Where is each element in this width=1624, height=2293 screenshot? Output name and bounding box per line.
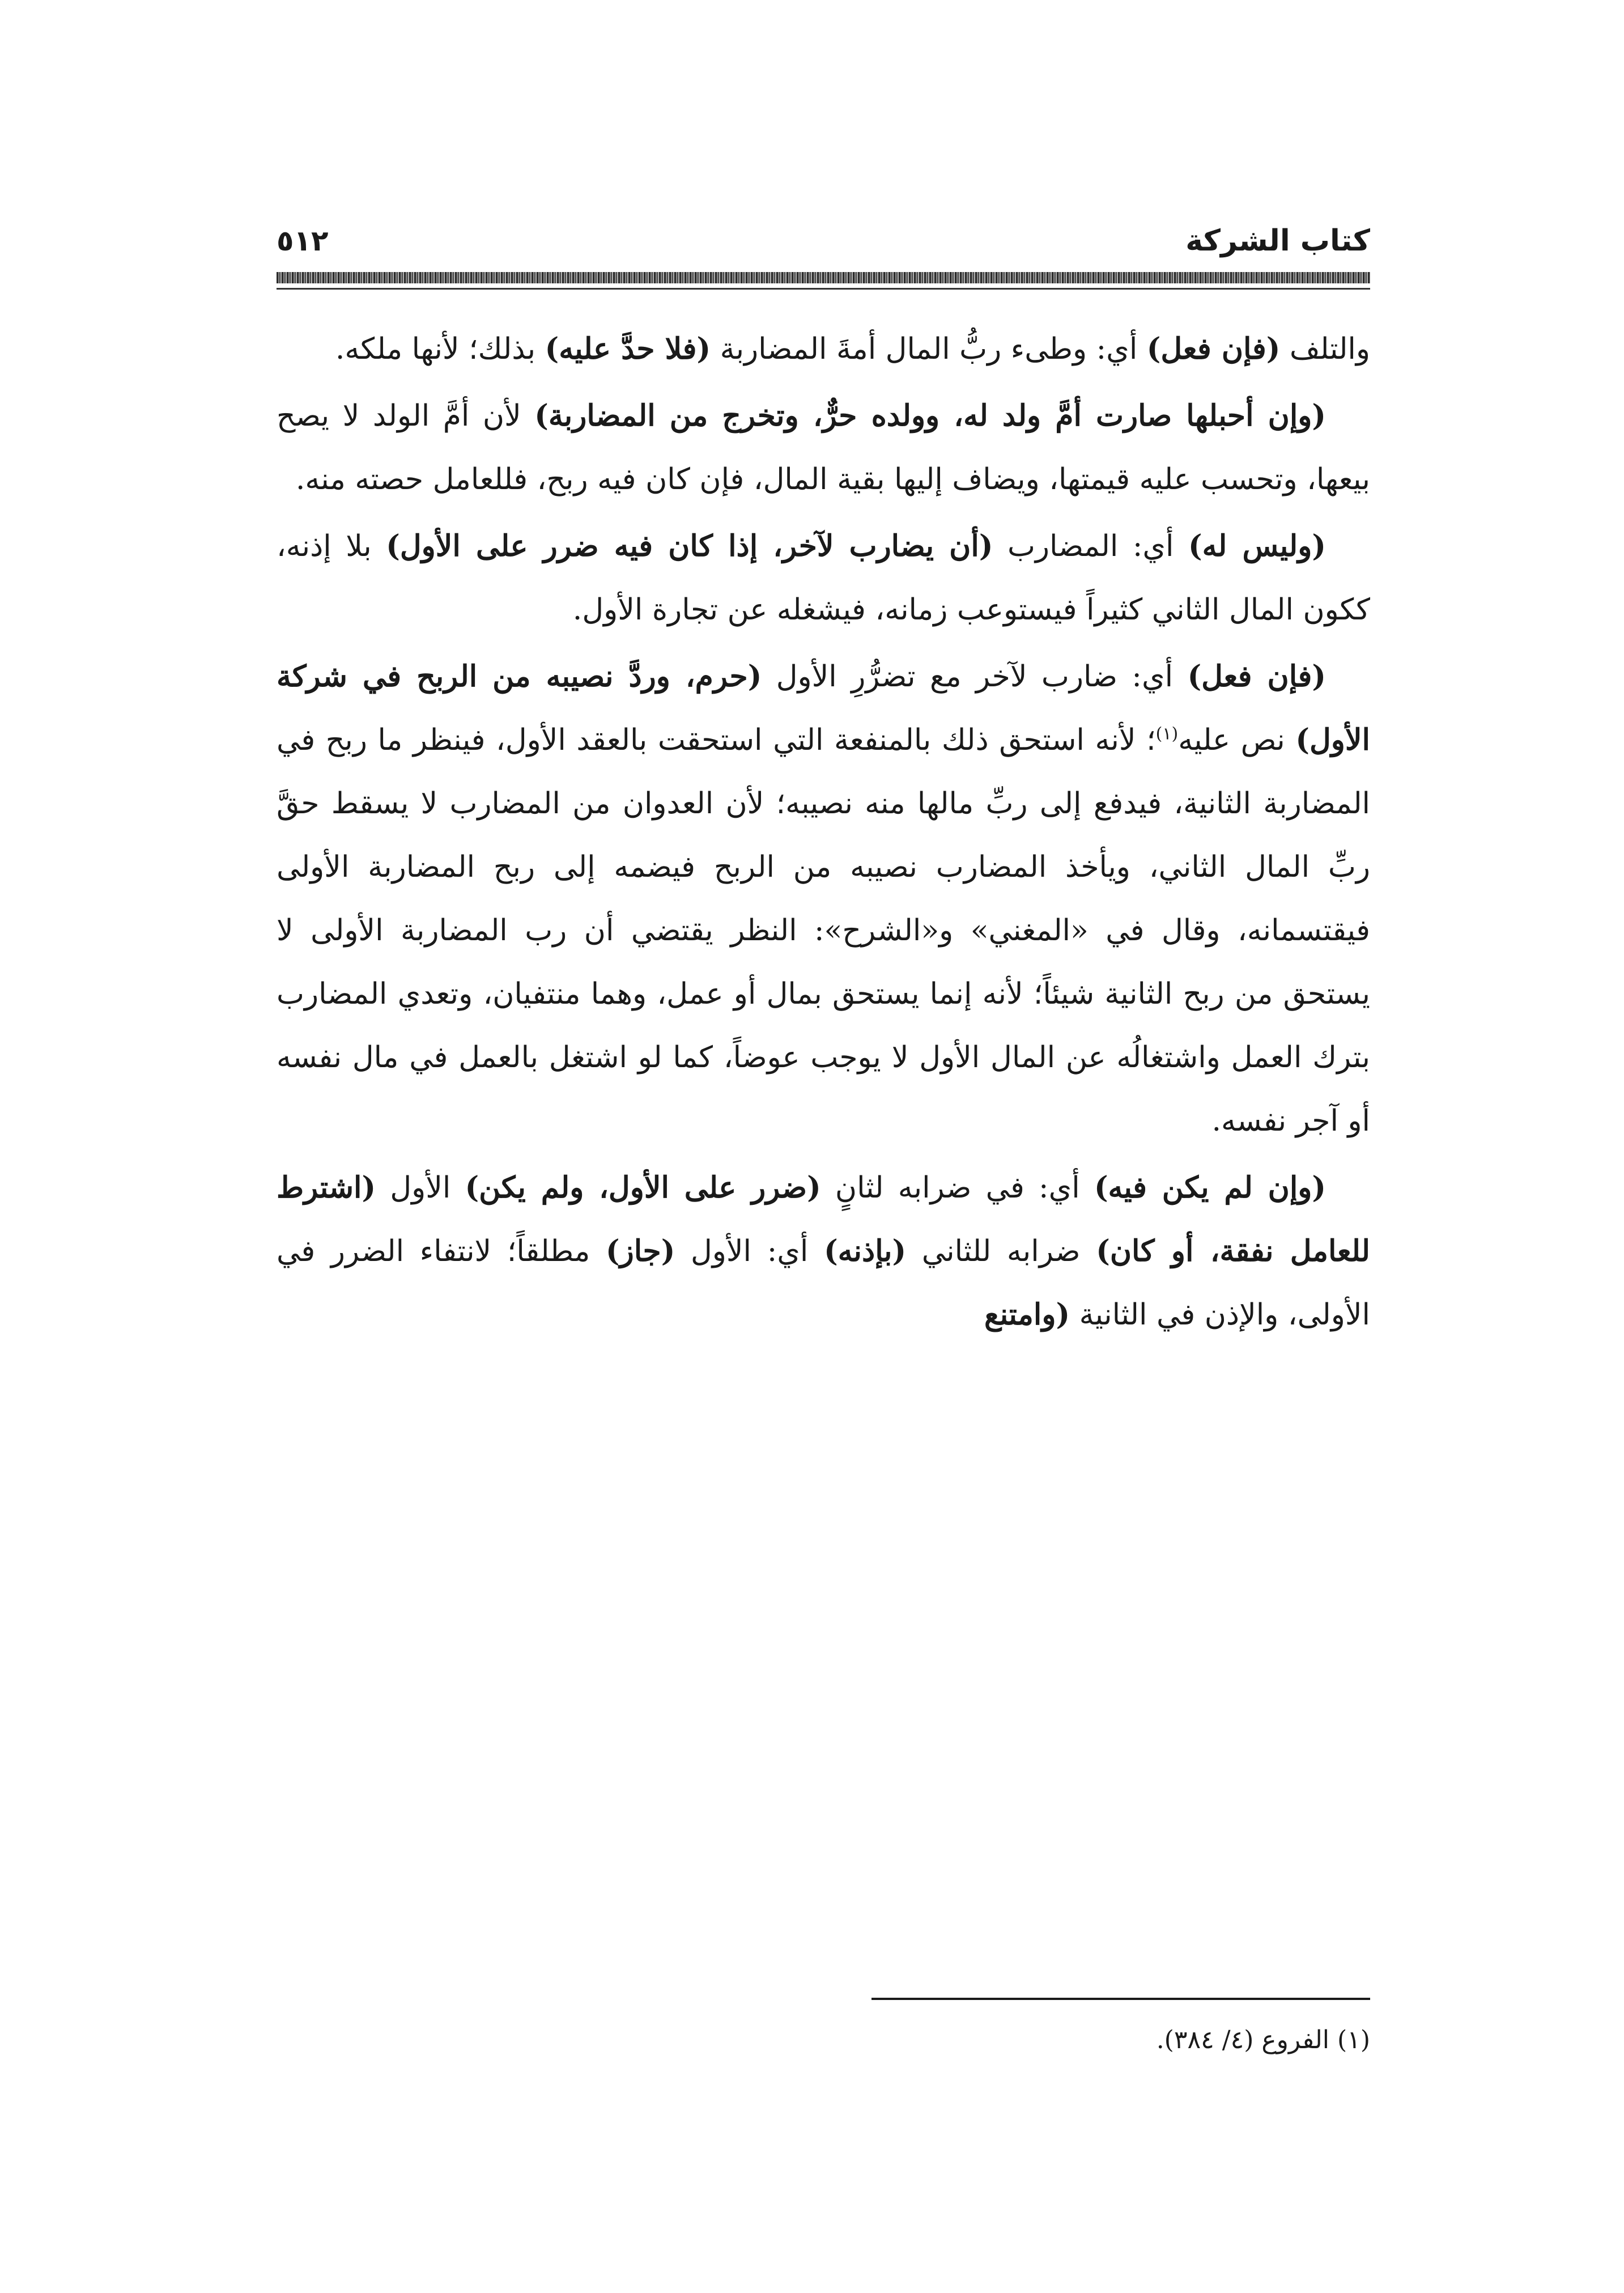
sharh-text: أي: المضارب: [993, 529, 1189, 563]
paragraph: [277, 384, 1370, 511]
header-rule: [277, 272, 1370, 283]
matn-text: (وإن لم يكن فيه): [1094, 1170, 1326, 1205]
sharh-text: لأن أمَّ الولد لا يصح بيعها، وتحسب عليه قيمتها، ويضاف إليها بقية المال، فإن كان فيه ربح، فللعامل حصته منه.: [277, 399, 1370, 496]
header-rule-thin: [277, 288, 1370, 290]
body-text: [277, 317, 1370, 1350]
matn-text: (اشترط للعامل نفقة، أو كان): [277, 1170, 1370, 1268]
sharh-text: ضرابه للثاني: [906, 1234, 1096, 1268]
paragraph: [277, 317, 1370, 381]
sharh-text: أي: في ضرابه لثانٍ: [820, 1171, 1094, 1205]
matn-text: (حرم، وردَّ نصيبه من الربح في شركة الأول): [277, 659, 1370, 757]
matn-text: (فإن فعل): [1187, 659, 1327, 694]
paragraph: [277, 645, 1370, 1153]
sharh-text: نص عليه: [1178, 723, 1296, 757]
matn-text: (وليس له): [1188, 529, 1326, 563]
sharh-text: الأول: [376, 1171, 465, 1205]
matn-text: (فإن فعل): [1146, 332, 1281, 366]
paragraph: [277, 515, 1370, 642]
sharh-text: مطلقاً؛ لانتفاء الضرر في الأولى، والإذن في الثانية: [277, 1234, 1370, 1332]
sharh-text: بلا إذنه، ككون المال الثاني كثيراً فيستوعب زمانه، فيشغله عن تجارة الأول.: [277, 529, 1370, 627]
chapter-title: كتاب الشركة: [1185, 224, 1370, 258]
sharh-text: أي: الأول: [675, 1234, 824, 1268]
matn-text: (وإن أحبلها صارت أمَّ ولد له، وولده حرٌّ، وتخرج من المضاربة): [534, 398, 1326, 433]
matn-text: (جاز): [606, 1234, 675, 1268]
footnote: (١) الفروع (٤/ ٣٨٤).: [1156, 2026, 1370, 2054]
sharh-text: أي: ضارب لآخر مع تضرُّرِ الأول: [762, 660, 1188, 694]
matn-text: (ضرر على الأول، ولم يكن): [465, 1170, 821, 1205]
sharh-text: بذلك؛ لأنها ملكه.: [335, 332, 545, 366]
footnote-rule: [871, 1998, 1370, 2000]
sharh-text: أي: وطىء ربُّ المال أمةَ المضاربة: [711, 332, 1147, 366]
paragraph: [277, 1156, 1370, 1347]
matn-text: (فلا حدَّ عليه): [545, 332, 711, 366]
matn-text: (بإذنه): [824, 1234, 907, 1268]
footnote-marker: (١): [1155, 724, 1179, 744]
sharh-text: والتلف: [1280, 332, 1370, 366]
page-number: ٥١٢: [277, 224, 329, 257]
matn-text: (أن يضارب لآخر، إذا كان فيه ضرر على الأول): [386, 529, 993, 563]
running-header: [277, 218, 1370, 264]
matn-text: (وامتنع: [984, 1297, 1070, 1332]
sharh-text: ؛ لأنه استحق ذلك بالمنفعة التي استحقت بالعقد الأول، فينظر ما ربح في المضاربة الثانية، فيدفع إلى ربِّ مالها منه نصيبه؛ لأن العدوان من المضارب لا يسقط حقَّ ربِّ المال الثاني، ويأخذ المضارب نصيبه من الربح فيضمه إلى ربح المضاربة الأولى فيقتسمانه، وقال في «المغني» و«الشرح»: النظر يقتضي أن رب المضاربة الأولى لا يستحق من ربح الثانية شيئاً؛ لأنه إنما يستحق بمال أو عمل، وهما منتفيان، وتعدي المضارب بترك العمل واشتغالُه عن المال الأول لا يوجب عوضاً، كما لو اشتغل بالعمل في مال نفسه أو آجر نفسه.: [277, 723, 1370, 1138]
footnotes: [277, 2018, 1370, 2063]
